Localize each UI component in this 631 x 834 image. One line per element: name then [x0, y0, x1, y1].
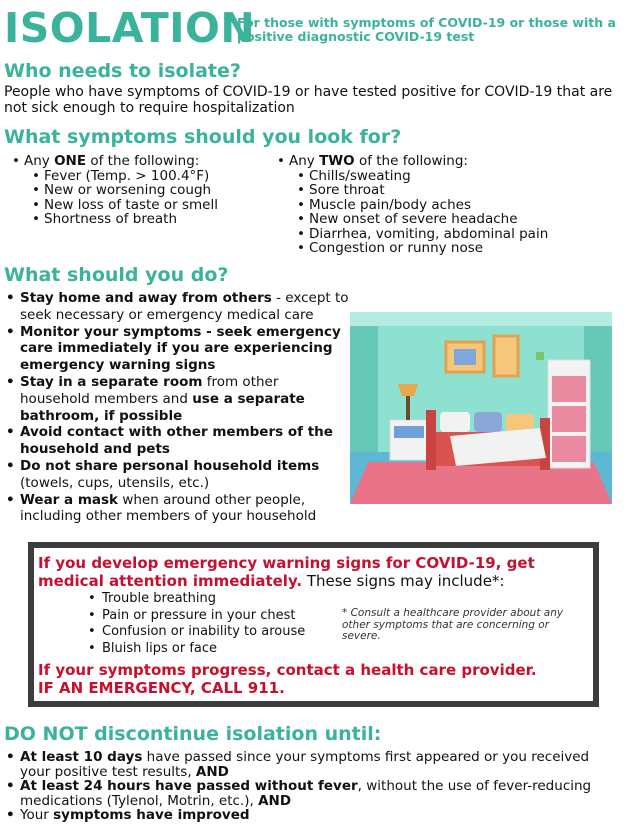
- symptom-item: • New loss of taste or smell: [30, 198, 270, 213]
- symptom-item: • Sore throat: [295, 183, 625, 198]
- symptom-item: • Diarrhea, vomiting, abdominal pain: [295, 227, 625, 242]
- warning-sign: • Pain or pressure in your chest: [88, 608, 338, 625]
- symptom-item: • New onset of severe headache: [295, 212, 625, 227]
- symptoms-heading: What symptoms should you look for?: [4, 126, 402, 148]
- warning-sign: • Confusion or inability to arouse: [88, 624, 338, 641]
- bedroom-illustration: [350, 312, 612, 504]
- warning-signs-list: [88, 591, 338, 657]
- symptoms-one-lead: • Any ONE of the following: • Fever (Temp. > 100.4°F) • New or worsening cough • New loss of taste or smell • Shortness of breath: [10, 154, 270, 227]
- todo-item: • Stay home and away from others - except to seek necessary or emergency medical care: [0, 290, 350, 324]
- todo-item: • Avoid contact with other members of the household and pets: [0, 424, 350, 458]
- warning-note: * Consult a healthcare provider about any other symptoms that are concerning or severe.: [342, 607, 564, 642]
- todo-item: • Monitor your symptoms - seek emergency care immediately if you are experiencing emergency warning signs: [0, 324, 350, 374]
- todo-item: • Stay in a separate room from other household members and use a separate bathroom, if possible: [0, 374, 350, 424]
- symptoms-two-list: [275, 154, 625, 256]
- until-item: • At least 10 days have passed since your symptoms first appeared or you received your positive test results, AND: [0, 750, 620, 779]
- warning-lead: If you develop emergency warning signs for COVID-19, get medical attention immediately. These signs may include*:: [38, 554, 535, 590]
- todo-item: • Do not share personal household items (towels, cups, utensils, etc.): [0, 458, 350, 492]
- page-title: ISOLATION: [4, 4, 256, 52]
- who-text: People who have symptoms of COVID-19 or have tested positive for COVID-19 that are not sick enough to require hospitalization: [4, 84, 613, 116]
- symptom-item: • Congestion or runny nose: [295, 241, 625, 256]
- who-heading: Who needs to isolate?: [4, 60, 241, 82]
- symptom-item: • Fever (Temp. > 100.4°F): [30, 169, 270, 184]
- page-subtitle: For those with symptoms of COVID-19 or those with a positive diagnostic COVID-19 test: [237, 15, 616, 44]
- symptom-item: • Shortness of breath: [30, 212, 270, 227]
- until-heading: DO NOT discontinue isolation until:: [4, 723, 382, 745]
- warning-sign: • Trouble breathing: [88, 591, 338, 608]
- until-item: • Your symptoms have improved: [0, 808, 620, 823]
- symptom-item: • New or worsening cough: [30, 183, 270, 198]
- todo-list: [0, 290, 350, 525]
- until-list: [0, 750, 620, 823]
- todo-item: • Wear a mask when around other people, including other members of your household: [0, 492, 350, 526]
- warning-progress: If your symptoms progress, contact a health care provider.: [38, 661, 537, 679]
- symptom-item: • Chills/sweating: [295, 169, 625, 184]
- warning-emergency: IF AN EMERGENCY, CALL 911.: [38, 679, 285, 697]
- symptoms-one-list: [10, 154, 270, 227]
- until-item: • At least 24 hours have passed without fever, without the use of fever-reducing medications (Tylenol, Motrin, etc.), AND: [0, 779, 620, 808]
- todo-heading: What should you do?: [4, 264, 229, 286]
- warning-sign: • Bluish lips or face: [88, 641, 338, 658]
- symptoms-two-lead: • Any TWO of the following: • Chills/sweating • Sore throat • Muscle pain/body aches • New onset of severe headache • Diarrhea, vomiting, abdominal pain • Congestion or runny nose: [275, 154, 625, 256]
- symptom-item: • Muscle pain/body aches: [295, 198, 625, 213]
